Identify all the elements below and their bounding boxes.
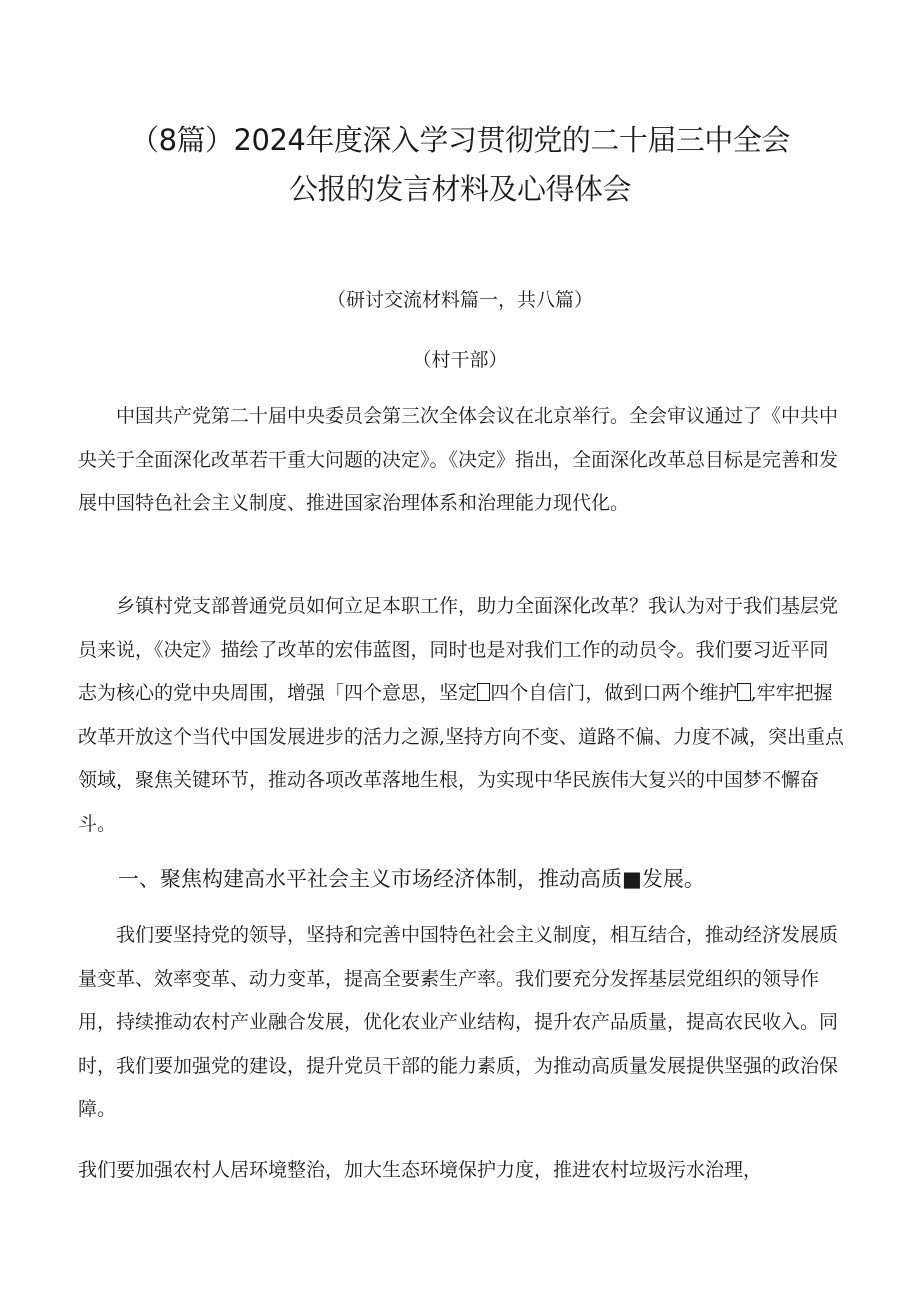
body-paragraph-1 <box>78 395 846 526</box>
paragraph-text: 我们要坚持党的领导，坚持和完善中国特色社会主义制度，相互结合，推动经济发展质量变革、效率变革、动力变革，提高全要素生产率。我们要充分发挥基层党组织的领导作用，持续推动农村产业融合发展，优化农业产业结构，提升农产品质量，提高农民收入。同时，我们要加强党的建设，提升党员干部的能力素质，为推动高质量发展提供坚强的政治保障。 <box>78 924 839 1120</box>
document-title-line-1: （8篇）2024年度深入学习贯彻党的二十届三中全会 <box>130 123 790 157</box>
missing-glyph-box-icon <box>477 683 490 701</box>
author-role: （村干部） <box>412 349 508 371</box>
document-subtitle: （研讨交流材料篇一，共八篇） <box>326 289 593 311</box>
body-paragraph-3 <box>78 914 846 1132</box>
body-paragraph-4 <box>78 1149 846 1193</box>
body-paragraph-2 <box>78 585 846 846</box>
paragraph-part-1: 乡镇村党支部普通党员如何立足本职工作，助力全面深化改革？我认为对于我们基层党员来说，《决定》描绘了改革的宏伟蓝图，同时也是对我们工作的动员令。我们要习近平同志为核心的党中央周围，增强「四个意思，坚定 <box>78 595 839 704</box>
document-title-line-2: 公报的发言材料及心得体会 <box>288 172 631 206</box>
section-heading: 一、聚焦构建高水平社会主义市场经济体制，推动高质■发展。 <box>118 867 705 891</box>
paragraph-part-2: 四个自信门，做到口两个维护 <box>490 682 738 704</box>
paragraph-text: 我们要加强农村人居环境整治，加大生态环境保护力度，推进农村垃圾污水治理， <box>78 1159 763 1181</box>
paragraph-text <box>78 585 846 846</box>
missing-glyph-box-icon <box>737 683 750 701</box>
paragraph-part-3: ,牢牢把握改革开放这个当代中国发展进步的活力之源,坚持方向不变、道路不偏、力度不减，突出重点领域，聚焦关键环节，推动各项改革落地生根，为实现中华民族伟大复兴的中国梦不懈奋斗。 <box>78 682 845 835</box>
paragraph-text: 中国共产党第二十届中央委员会第三次全体会议在北京举行。全会审议通过了《中共中央关于全面深化改革若干重大问题的决定》。《决定》指出，全面深化改革总目标是完善和发展中国特色社会主义制度、推进国家治理体系和治理能力现代化。 <box>78 405 839 514</box>
